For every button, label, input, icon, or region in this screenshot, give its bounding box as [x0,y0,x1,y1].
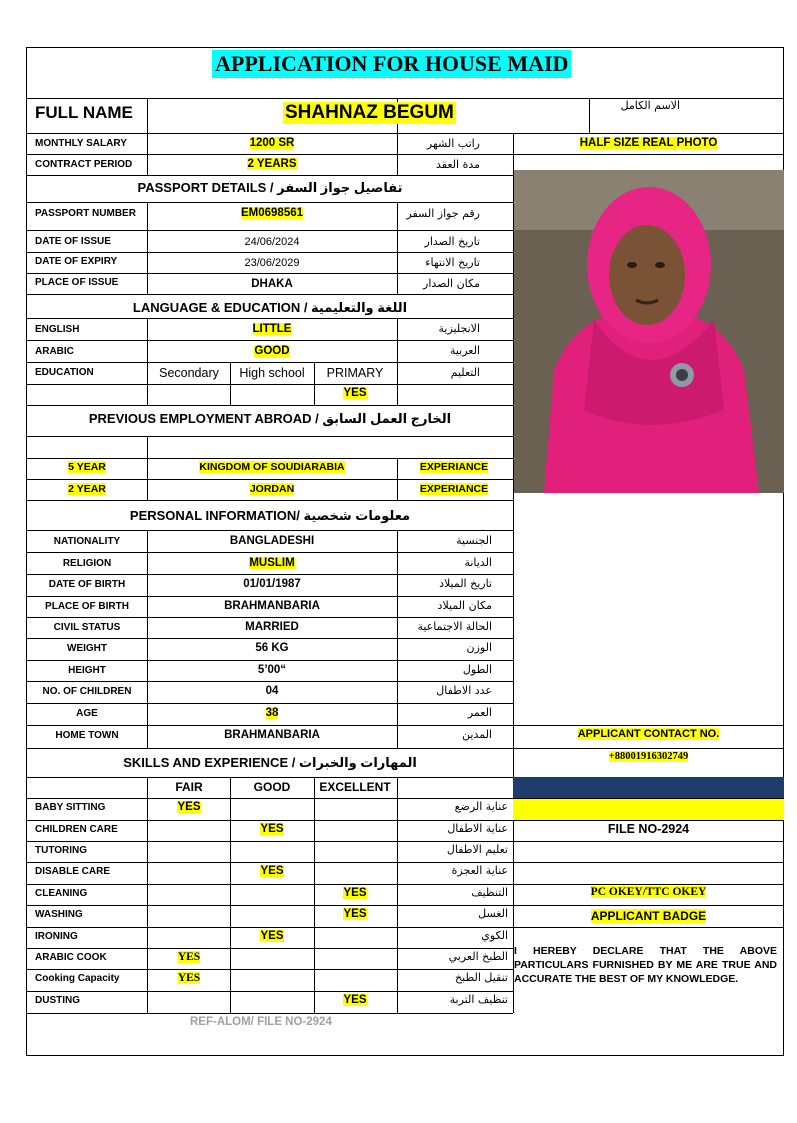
blue-bar [513,777,784,798]
applicant-photo [514,170,784,493]
passport-section-header: PASSPORT DETAILS / تفاصيل جواز السفر [137,180,403,195]
declaration-text: I HEREBY DECLARE THAT THE ABOVE PARTICULARS FURNISHED BY ME ARE TRUE AND ACCURATE THE BEST OF MY KNOWLEDGE. [514,945,777,985]
full-name-value: SHAHNAZ BEGUM [285,102,454,123]
arabic-arabic: العربية [449,344,480,357]
skill-label: ARABIC COOK [35,952,107,963]
personal-arabic: الحالة الاجتماعية [417,620,492,633]
personal-value: 56 KG [255,642,289,654]
skill-label: Cooking Capacity [35,973,120,984]
skills-col-excellent: EXCELLENT [319,780,391,794]
passport-number-arabic: رقم جواز السفر [406,207,480,220]
contact-label: APPLICANT CONTACT NO. [577,728,720,740]
place-of-issue-label: PLACE OF ISSUE [35,277,119,288]
skill-label: TUTORING [35,845,88,856]
employment-type-2: EXPERIANCE [419,483,489,495]
skill-mark: YES [177,972,201,984]
english-value: LITTLE [252,323,292,335]
personal-arabic: عدد الاطفال [436,684,492,697]
personal-section-header: PERSONAL INFORMATION/ معلومات شخصية [129,508,411,523]
education-col-highschool: High school [239,366,305,380]
personal-value: BRAHMANBARIA [224,600,320,612]
monthly-salary-label: MONTHLY SALARY [35,138,127,149]
place-of-issue-value: DHAKA [251,278,293,290]
employment-years-1: 5 YEAR [68,461,106,473]
contract-period-value: 2 YEARS [247,158,297,170]
skill-mark: YES [177,801,201,813]
skill-label: CLEANING [35,888,88,899]
personal-label: AGE [76,708,98,719]
personal-value: MUSLIM [249,557,295,569]
contract-period-label: CONTRACT PERIOD [35,159,133,170]
arabic-value: GOOD [254,345,290,357]
monthly-salary-value: 1200 SR [249,137,295,149]
date-of-issue-arabic: تاريخ الصدار [424,235,480,248]
reference-text: REF-ALOM/ FILE NO-2924 [190,1016,332,1028]
personal-label: DATE OF BIRTH [48,579,126,590]
personal-value: MARRIED [245,621,299,633]
skill-arabic: عناية الرضع [454,800,508,813]
personal-arabic: تاريخ الميلاد [439,577,492,590]
personal-label: NO. OF CHILDREN [42,686,132,697]
skill-mark: YES [260,930,284,942]
skill-label: BABY SITTING [35,802,106,813]
english-arabic: الانجليزية [438,322,480,335]
employment-section-header: PREVIOUS EMPLOYMENT ABROAD / الخارج العمل السابق [88,411,452,426]
education-col-primary: PRIMARY [326,366,384,380]
skill-arabic: الطبخ العربي [448,950,508,963]
skill-arabic: تنقيل الطبخ [455,971,508,984]
personal-label: CIVIL STATUS [53,622,121,633]
education-col-secondary: Secondary [159,366,219,380]
photo-label: HALF SIZE REAL PHOTO [579,137,718,149]
personal-label: HEIGHT [68,665,106,676]
personal-value: BRAHMANBARIA [224,729,320,741]
full-name-arabic: الاسم الكامل [620,99,680,112]
personal-arabic: الجنسية [456,534,492,547]
file-number: FILE NO-2924 [607,822,690,836]
skill-mark: YES [260,865,284,877]
education-arabic: التعليم [450,366,480,379]
monthly-salary-arabic: راتب الشهر [426,137,480,150]
date-of-expiry-arabic: تاريخ الانتهاء [425,256,480,269]
personal-arabic: العمر [467,706,492,719]
skill-mark: YES [343,908,367,920]
personal-arabic: مكان الميلاد [437,599,492,612]
skill-mark: YES [260,823,284,835]
date-of-issue-label: DATE OF ISSUE [35,236,111,247]
employment-country-2: JORDAN [249,483,295,495]
passport-number-value: EM0698561 [240,207,304,219]
place-of-issue-arabic: مكان الصدار [423,277,480,290]
skill-label: CHILDREN CARE [35,824,118,835]
skill-mark: YES [343,994,367,1006]
education-primary-value: YES [343,387,367,399]
contract-period-arabic: مدة العقد [436,158,480,171]
date-of-issue-value: 24/06/2024 [244,236,300,248]
personal-label: PLACE OF BIRTH [45,601,129,612]
skill-arabic: تنظيف التربة [449,993,508,1006]
education-label: EDUCATION [35,367,94,378]
personal-value: BANGLADESHI [229,535,315,547]
personal-label: RELIGION [62,558,112,569]
skill-label: IRONING [35,931,78,942]
skill-label: DUSTING [35,995,80,1006]
personal-value: 01/01/1987 [243,578,301,590]
arabic-label: ARABIC [35,346,74,357]
personal-label: HOME TOWN [55,730,119,741]
date-of-expiry-value: 23/06/2029 [244,257,300,269]
skills-col-good: GOOD [253,780,291,794]
personal-arabic: الديانة [464,556,492,569]
skills-section-header: SKILLS AND EXPERIENCE / المهارات والخبرات [123,755,417,770]
personal-arabic: الطول [462,663,492,676]
skill-mark: YES [343,887,367,899]
form-title: APPLICATION FOR HOUSE MAID [212,50,571,78]
skill-arabic: عناية العجزة [451,864,508,877]
personal-value: 04 [265,685,279,697]
skill-label: DISABLE CARE [35,866,111,877]
skill-arabic: تعليم الاطفال [446,843,508,856]
personal-arabic: الوزن [466,641,492,654]
skill-label: WASHING [35,909,83,920]
personal-value: 5’00“ [257,664,287,676]
personal-label: NATIONALITY [53,536,121,547]
skills-col-fair: FAIR [175,780,203,794]
skill-arabic: الغسل [478,907,508,920]
skill-arabic: عناية الاطفال [447,822,508,835]
applicant-badge: APPLICANT BADGE [590,909,707,923]
english-label: ENGLISH [35,324,80,335]
personal-label: WEIGHT [67,643,107,654]
yellow-bar [513,799,784,820]
passport-number-label: PASSPORT NUMBER [35,208,136,219]
employment-country-1: KINGDOM OF SOUDIARABIA [199,461,345,473]
personal-value: 38 [265,707,279,719]
photo-illustration [514,170,784,493]
skill-arabic: الكوي [481,929,508,942]
full-name-label: FULL NAME [35,103,133,122]
pc-okey: PC OKEY/TTC OKEY [590,886,707,898]
employment-years-2: 2 YEAR [68,483,106,495]
skill-mark: YES [177,951,201,963]
personal-arabic: المدين [462,728,492,741]
contact-value: +88001916302749 [608,751,689,762]
date-of-expiry-label: DATE OF EXPIRY [35,256,118,267]
employment-type-1: EXPERIANCE [419,461,489,473]
language-section-header: LANGUAGE & EDUCATION / اللغة والتعليمية [132,300,408,315]
skill-arabic: التنظيف [471,886,508,899]
